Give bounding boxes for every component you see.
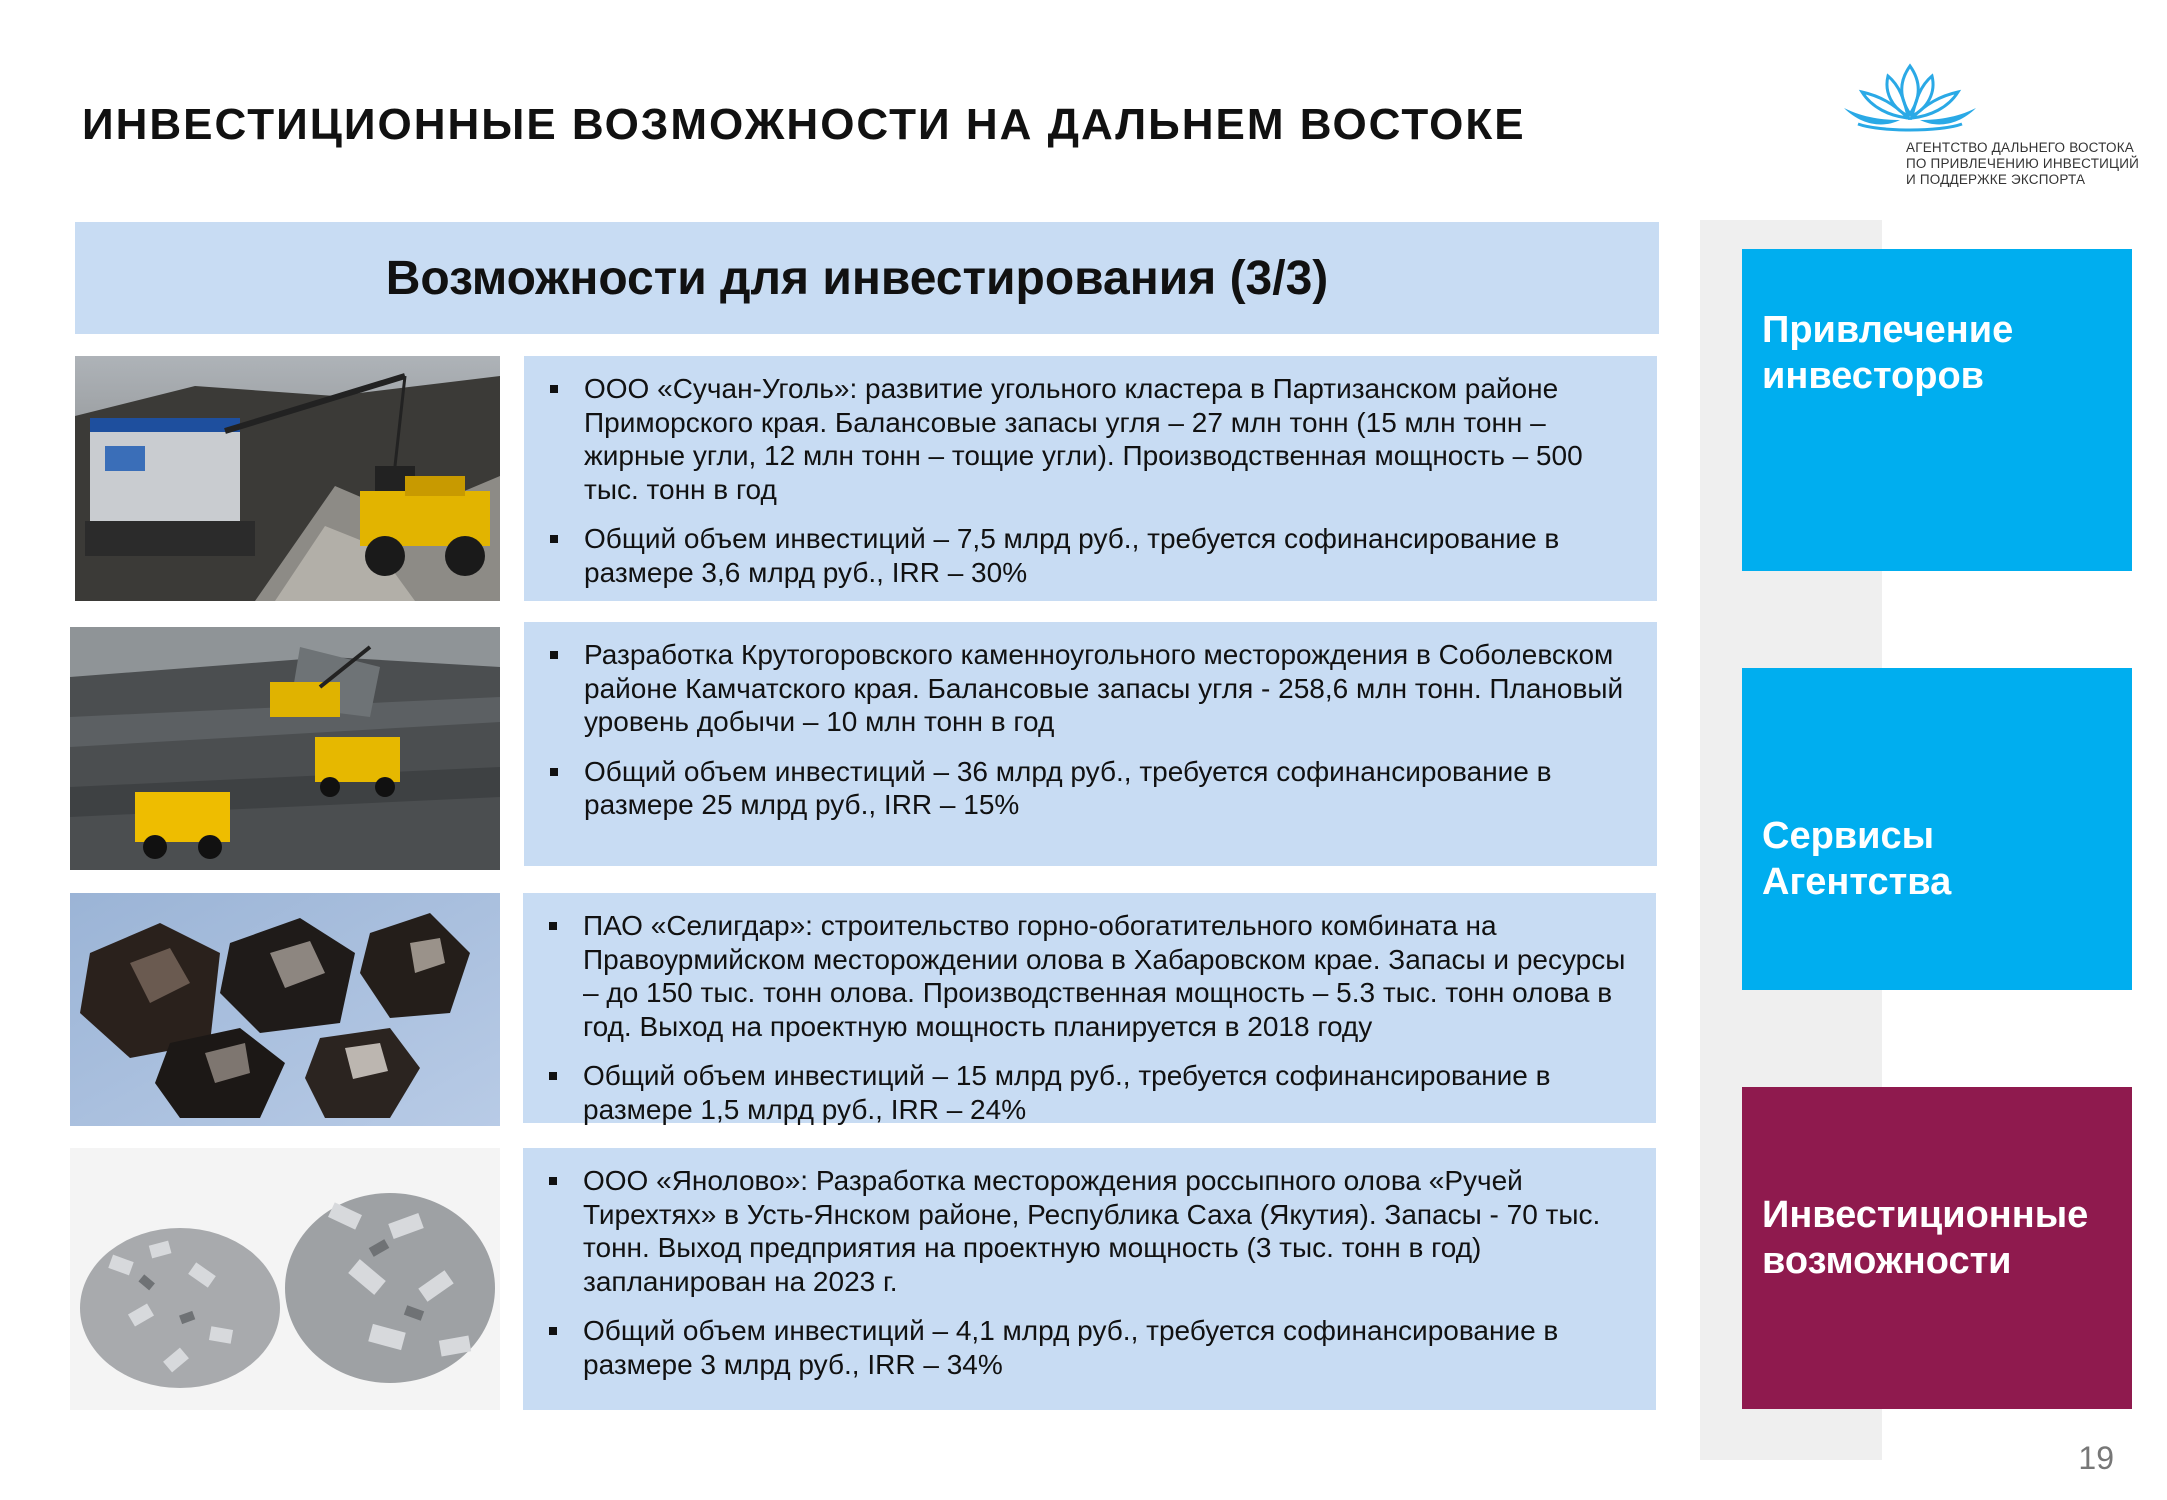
project-bullet: Общий объем инвестиций – 36 млрд руб., требуется софинансирование в размере 25 млрд руб., IRR – 15% xyxy=(584,755,1627,822)
project-bullets xyxy=(584,372,1627,589)
project-bullet: Общий объем инвестиций – 4,1 млрд руб., требуется софинансирование в размере 3 млрд руб., IRR – 34% xyxy=(583,1314,1626,1381)
tin-ore-crystals-photo xyxy=(70,893,500,1126)
project-bullets xyxy=(584,638,1627,822)
logo-line: И ПОДДЕРЖКЕ ЭКСПОРТА xyxy=(1906,172,2086,187)
project-bullet: Общий объем инвестиций – 15 млрд руб., требуется софинансирование в размере 1,5 млрд руб., IRR – 24% xyxy=(583,1059,1626,1126)
project-bullets xyxy=(583,909,1626,1126)
project-bullet: Общий объем инвестиций – 7,5 млрд руб., требуется софинансирование в размере 3,6 млрд руб., IRR – 30% xyxy=(584,522,1627,589)
tile-investor-attraction[interactable] xyxy=(1742,249,2132,571)
project-card-yanolovo xyxy=(523,1148,1656,1410)
tile-investment-opportunities[interactable] xyxy=(1742,1087,2132,1409)
subtitle-banner xyxy=(75,222,1659,334)
tile-label: Инвестиционные возможности xyxy=(1762,1194,2089,1282)
project-bullets xyxy=(583,1164,1626,1381)
tin-metal-pieces-photo xyxy=(70,1148,500,1410)
open-pit-coal-mine-photo xyxy=(70,627,500,870)
agency-logo[interactable] xyxy=(1840,58,2140,198)
tile-label: Сервисы Агентства xyxy=(1762,815,1952,903)
project-bullet: ПАО «Селигдар»: строительство горно-обогатительного комбината на Правоурмийском месторождении олова в Хабаровском крае. Запасы и ресурсы – до 150 тыс. тонн олова. Производственная мощность – 5.3 тыс. тонн олова в год. Выход на проектную мощность планируется в 2018 году xyxy=(583,910,1626,1042)
page-title: ИНВЕСТИЦИОННЫЕ ВОЗМОЖНОСТИ НА ДАЛЬНЕМ ВОСТОКЕ xyxy=(82,100,1526,149)
project-bullet: Разработка Крутогоровского каменноугольного месторождения в Соболевском районе Камчатского края. Балансовые запасы угля - 258,6 млн тонн. Плановый уровень добычи – 10 млн тонн в год xyxy=(584,638,1627,739)
project-card-krutogorovskoe xyxy=(524,622,1657,866)
page-number: 19 xyxy=(2078,1440,2114,1476)
tile-agency-services[interactable] xyxy=(1742,668,2132,990)
logo-line: ПО ПРИВЛЕЧЕНИЮ ИНВЕСТИЦИЙ xyxy=(1906,156,2140,171)
project-bullet: ООО «Янолово»: Разработка месторождения россыпного олова «Ручей Тирехтях» в Усть-Янском районе, Республика Саха (Якутия). Запасы - 70 тыс. тонн. Выход предприятия на проектную мощность (3 тыс. тонн в год) запланирован на 2023 г. xyxy=(583,1164,1626,1298)
project-card-suchan xyxy=(524,356,1657,601)
project-bullet: ООО «Сучан-Уголь»: развитие угольного кластера в Партизанском районе Приморского края. Балансовые запасы угля – 27 млн тонн (15 млн тонн – жирные угли, 12 млн тонн – тощие угли). Производственная мощность – 500 тыс. тонн в год xyxy=(584,372,1627,506)
tile-label: Привлечение инвесторов xyxy=(1762,309,2014,397)
section-subtitle: Возможности для инвестирования (3/3) xyxy=(385,251,1329,305)
logo-line: АГЕНТСТВО ДАЛЬНЕГО ВОСТОКА xyxy=(1906,140,2134,155)
logo-caption xyxy=(1906,140,2139,188)
project-card-seligdar xyxy=(523,893,1656,1123)
lotus-logo-icon xyxy=(1840,58,1980,138)
mining-excavator-truck-photo xyxy=(75,356,500,601)
